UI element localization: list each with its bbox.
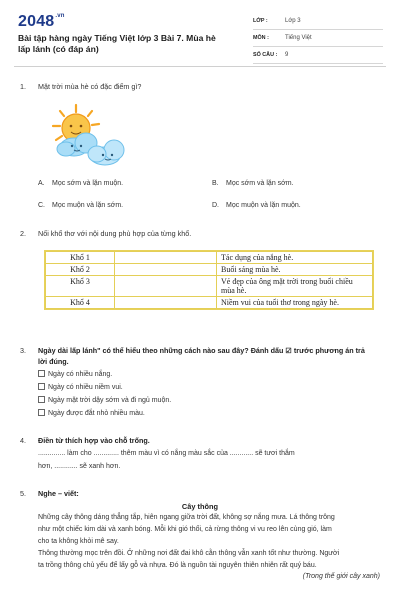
table-cell-connector — [115, 264, 217, 276]
passage-line: cho ta không khỏi mê say. — [38, 538, 119, 545]
checkbox-label: Ngày mặt trời dậy sớm và đi ngủ muộn. — [48, 397, 172, 404]
page-title: Bài tập hàng ngày Tiếng Việt lớp 3 Bài 7. Mùa hè lấp lánh (có đáp án) — [18, 33, 216, 54]
fill-blank-line-2[interactable]: hơn, ............ sẽ xanh hơn. — [38, 463, 121, 470]
sun-behind-clouds-icon — [50, 102, 130, 172]
table-cell-left[interactable]: Khổ 1 — [46, 252, 115, 264]
answer-option-d[interactable] — [212, 202, 301, 209]
table-row — [46, 264, 373, 276]
header-divider — [14, 66, 386, 67]
meta-row-subject — [253, 30, 383, 47]
passage-source: (Trong thế giới cây xanh) — [302, 573, 380, 580]
table-row — [46, 276, 373, 297]
question-number: 1. — [20, 82, 26, 91]
worksheet-meta — [253, 13, 383, 64]
checkbox-icon[interactable] — [38, 409, 45, 416]
option-text: Mọc muộn và lặn muộn. — [226, 202, 301, 209]
question-number: 2. — [20, 229, 26, 238]
table-cell-right[interactable]: Tác dụng của nắng hè. — [217, 252, 373, 264]
passage-line: ta trồng thông chủ yếu để lấy gỗ và nhựa. Đó là nguồn tài nguyên thiên nhiên rất quý báu. — [38, 562, 317, 569]
meta-row-question-count — [253, 47, 383, 64]
checkbox-label: Ngày có nhiều nắng. — [48, 371, 113, 378]
option-label: B. — [212, 180, 219, 187]
question-number: 5. — [20, 489, 26, 498]
question-text: Mặt trời mùa hè có đặc điểm gì? — [38, 82, 142, 91]
option-label: D. — [212, 202, 219, 209]
checkbox-option-3[interactable] — [38, 395, 171, 406]
option-label: C. — [38, 202, 45, 209]
checkbox-icon[interactable] — [38, 396, 45, 403]
table-cell-connector — [115, 297, 217, 309]
meta-key: SỐ CÂU : — [253, 52, 278, 58]
option-label: A. — [38, 180, 45, 187]
checkbox-option-4[interactable] — [38, 408, 145, 419]
table-cell-left[interactable]: Khổ 4 — [46, 297, 115, 309]
table-cell-right[interactable]: Vẻ đẹp của ông mặt trời trong buổi chiều mùa hè. — [217, 276, 373, 297]
meta-value: 9 — [285, 52, 289, 58]
question-text-continued: lời đúng. — [38, 357, 69, 366]
question-number: 3. — [20, 346, 26, 355]
passage-line: Thông thường mọc trên đồi. Ở những nơi đất đai khô cằn thông vẫn xanh tốt như thường. Người — [38, 550, 340, 557]
question-text: Nghe – viết: — [38, 489, 79, 498]
option-text: Mọc sớm và lặn muộn. — [52, 180, 124, 187]
checkbox-option-2[interactable] — [38, 382, 123, 393]
answer-option-c[interactable] — [38, 202, 123, 209]
checkbox-label: Ngày được đắt nhỏ nhiều màu. — [48, 410, 145, 417]
meta-key: MÔN : — [253, 35, 269, 41]
table-cell-left[interactable]: Khổ 2 — [46, 264, 115, 276]
fill-blank-line-1[interactable]: .............. làm cho ............. thêm màu vì có nắng màu sắc của ............ sẽ tươi thắm — [38, 450, 295, 457]
logo-text: 2048 — [18, 13, 55, 30]
checkbox-option-1[interactable] — [38, 369, 112, 380]
meta-row-class — [253, 13, 383, 30]
table-row — [46, 297, 373, 309]
option-text: Mọc muộn và lặn sớm. — [52, 202, 124, 209]
checkbox-label: Ngày có nhiều niềm vui. — [48, 384, 123, 391]
checkbox-icon[interactable] — [38, 370, 45, 377]
logo-suffix: .vn — [55, 13, 65, 19]
question-text: Ngày dài lấp lánh" có thể hiểu theo những cách nào sau đây? Đánh dấu ☑ trước phương án trả — [38, 346, 365, 355]
answer-option-b[interactable] — [212, 180, 294, 187]
meta-key: LỚP : — [253, 18, 268, 24]
table-cell-right[interactable]: Niềm vui của tuổi thơ trong ngày hè. — [217, 297, 373, 309]
table-row — [46, 252, 373, 264]
table-cell-connector — [115, 252, 217, 264]
site-logo[interactable] — [18, 13, 65, 31]
answer-option-a[interactable] — [38, 180, 123, 187]
matching-table — [44, 250, 374, 310]
table-cell-connector — [115, 276, 217, 297]
meta-value: Tiếng Việt — [285, 35, 312, 41]
question-text: Điền từ thích hợp vào chỗ trống. — [38, 436, 150, 445]
checkbox-icon[interactable] — [38, 383, 45, 390]
passage-title: Cây thông — [181, 502, 219, 511]
table-cell-left[interactable]: Khổ 3 — [46, 276, 115, 297]
question-text: Nối khổ thơ với nội dung phù hợp của từng khổ. — [38, 229, 192, 238]
option-text: Mọc sớm và lặn sớm. — [226, 180, 294, 187]
passage-line: như một chiếc kim dài và xanh bóng. Mỗi khi gió thổi, cả rừng thông vi vu reo lên cùng gió, làm — [38, 526, 332, 533]
question-number: 4. — [20, 436, 26, 445]
meta-value: Lớp 3 — [285, 18, 301, 24]
table-cell-right[interactable]: Buổi sáng mùa hè. — [217, 264, 373, 276]
passage-line: Những cây thông dáng thẳng tắp, hiên ngang giữa trời đất, không sợ nắng mưa. Lá thông trông — [38, 514, 335, 521]
